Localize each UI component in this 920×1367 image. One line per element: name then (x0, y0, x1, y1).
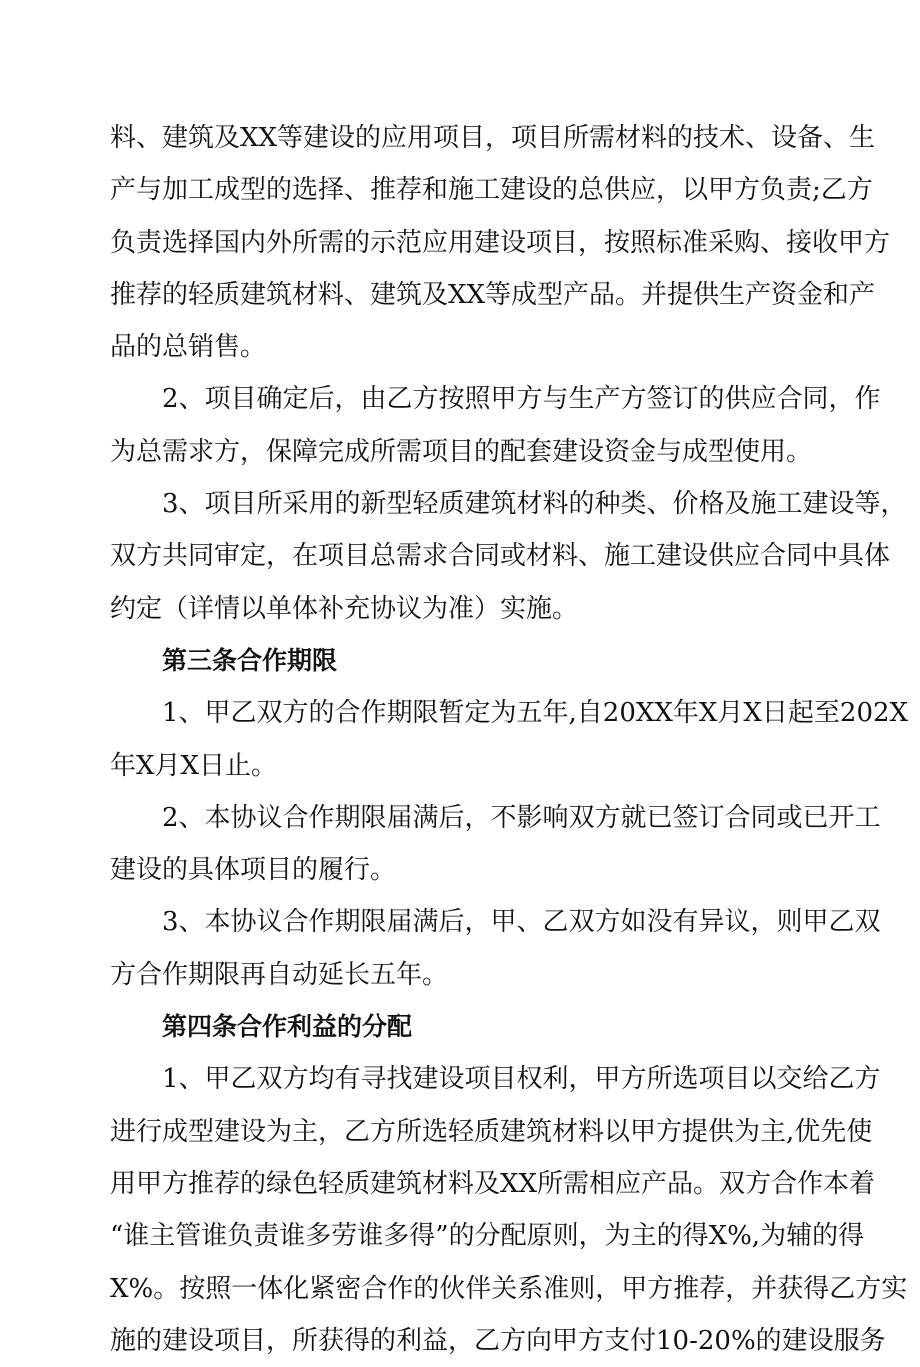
clause-4-item-1-line-4: “谁主管谁负责谁多劳谁多得”的分配原则，为主的得X%,为辅的得 (110, 1221, 865, 1252)
clause-4-item-1-line-3: 用甲方推荐的绿色轻质建筑材料及XX所需相应产品。双方合作本着 (110, 1168, 876, 1199)
body-line-3: 负责选择国内外所需的示范应用建设项目，按照标准采购、接收甲方 (110, 227, 891, 258)
clause-2-item-3-line-3: 约定（详情以单体补充协议为准）实施。 (110, 593, 579, 624)
section-heading-article-4: 第四条合作利益的分配 (162, 1012, 413, 1042)
clause-3-item-2-line-1: 2、本协议合作期限届满后，不影响双方就已签订合同或已开工 (162, 802, 881, 833)
clause-3-item-2-line-2: 建设的具体项目的履行。 (110, 855, 397, 886)
clause-4-item-1-line-6: 施的建设项目，所获得的利益，乙方向甲方支付10-20%的建设服务 (110, 1325, 886, 1356)
clause-4-item-1-line-5: X%。按照一体化紧密合作的伙伴关系准则，甲方推荐，并获得乙方实 (110, 1273, 908, 1304)
clause-3-item-3-line-1: 3、本协议合作期限届满后，甲、乙双方如没有异议，则甲乙双 (162, 907, 881, 938)
clause-2-item-3-line-1: 3、项目所采用的新型轻质建筑材料的种类、价格及施工建设等， (162, 489, 907, 520)
section-heading-article-3: 第三条合作期限 (162, 645, 338, 675)
clause-4-item-1-line-2: 进行成型建设为主，乙方所选轻质建筑材料以甲方提供为主,优先使 (110, 1116, 873, 1147)
body-line-5: 品的总销售。 (110, 332, 267, 363)
clause-3-item-3-line-2: 方合作期限再自动延长五年。 (110, 959, 449, 990)
clause-3-item-1-line-1: 1、甲乙双方的合作期限暂定为五年,自20XX年X月X日起至202X (162, 698, 909, 729)
clause-4-item-1-line-1: 1、甲乙双方均有寻找建设项目权利，甲方所选项目以交给乙方 (162, 1064, 881, 1095)
document-body (110, 112, 909, 1367)
clause-2-item-2-line-1: 2、项目确定后，由乙方按照甲方与生产方签订的供应合同，作 (162, 384, 881, 415)
clause-2-item-3-line-2: 双方共同审定，在项目总需求合同或材料、施工建设供应合同中具体 (110, 541, 891, 572)
body-line-2: 产与加工成型的选择、推荐和施工建设的总供应，以甲方负责;乙方 (110, 175, 873, 206)
body-line-4: 推荐的轻质建筑材料、建筑及XX等成型产品。并提供生产资金和产 (110, 279, 876, 310)
clause-3-item-1-line-2: 年X月X日止。 (110, 750, 278, 781)
clause-2-item-2-line-2: 为总需求方，保障完成所需项目的配套建设资金与成型使用。 (110, 436, 813, 467)
body-line-1: 料、建筑及XX等建设的应用项目，项目所需材料的技术、设备、生 (110, 123, 876, 153)
